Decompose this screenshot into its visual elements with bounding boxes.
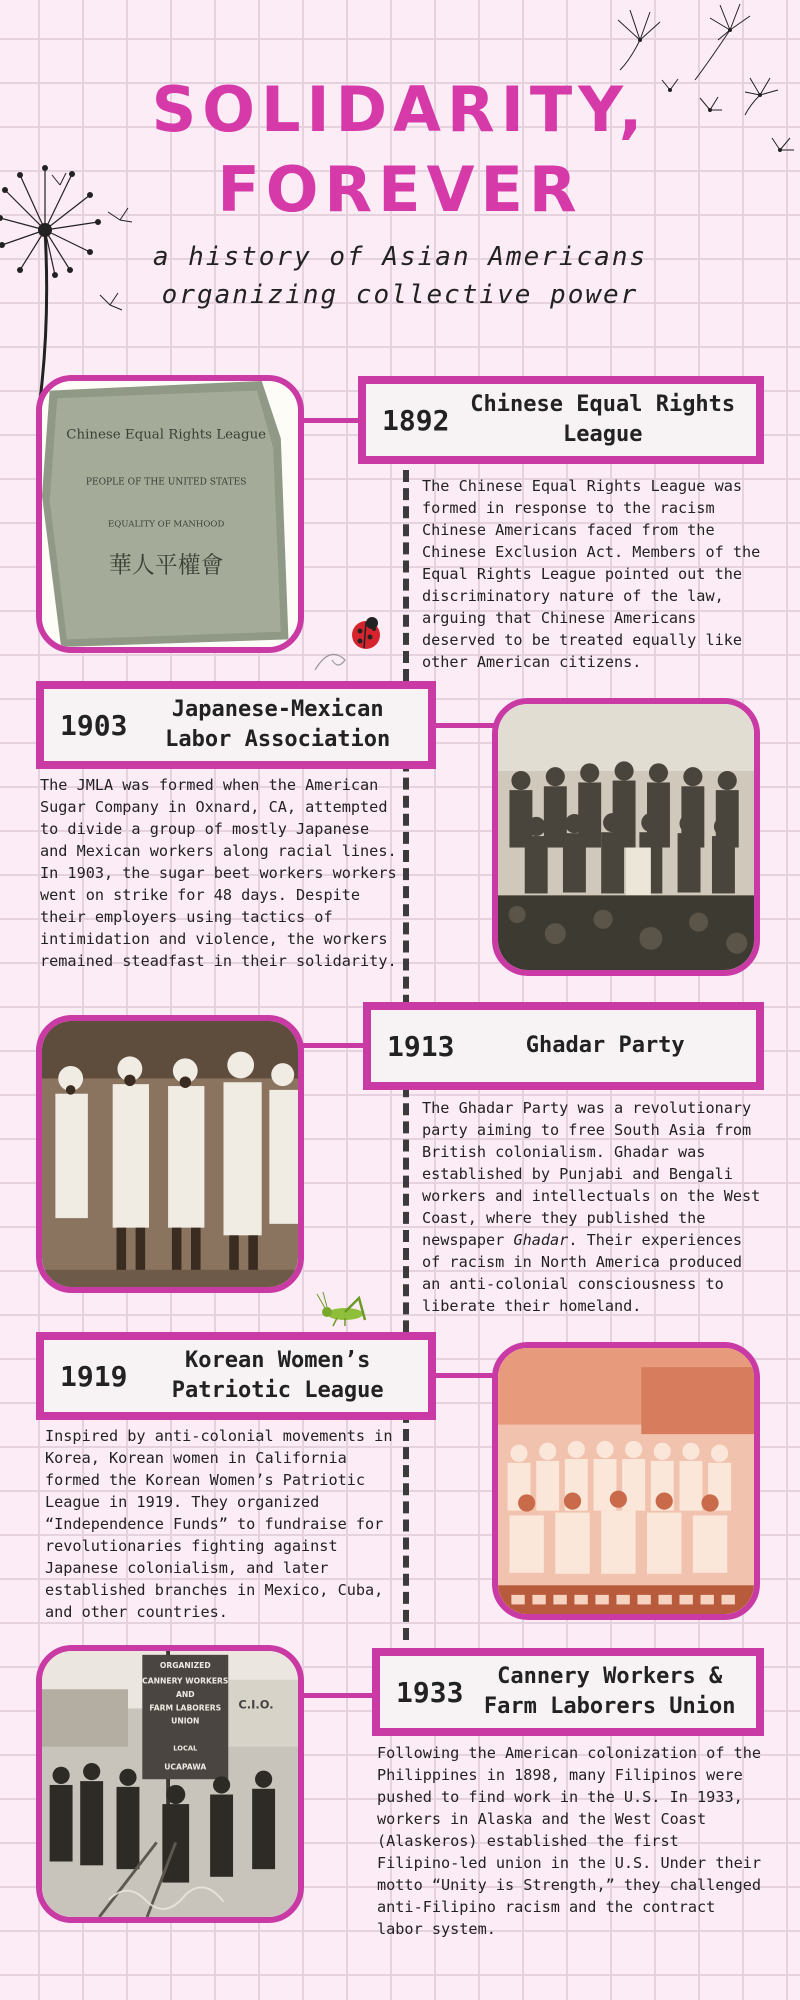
- label-box-1892: [358, 376, 764, 464]
- banner-text-organized: ORGANIZED: [159, 1661, 211, 1671]
- banner-text-and: AND: [175, 1689, 195, 1699]
- banner-text-ucapawa: UCAPAWA: [164, 1762, 207, 1772]
- label-box-1903: [36, 681, 436, 769]
- event-name: Korean Women’s Patriotic League: [171, 1348, 384, 1403]
- event-description-1903: The JMLA was formed when the American Sugar Company in Oxnard, CA, attempted to divide a group of mostly Japanese and Mexican workers along racial lines. In 1903, the sugar beet workers workers went on strike for 48 days. Despite their employers using tactics of intimidation and violence, the workers remained steadfast in their solidarity.: [40, 776, 397, 970]
- pamphlet-title-text: Chinese Equal Rights League: [66, 427, 267, 443]
- photo-1919: [492, 1342, 760, 1620]
- banner-text-farm: FARM LABORERS: [149, 1703, 222, 1713]
- sign-cio-text: C.I.O.: [238, 1697, 274, 1712]
- event-name: Japanese-Mexican Labor Association: [165, 697, 391, 752]
- event-name: Ghadar Party: [525, 1033, 685, 1058]
- event-year: 1913: [387, 1029, 455, 1063]
- photo-1892: [36, 375, 304, 653]
- pamphlet-equality-text: EQUALITY OF MANHOOD: [107, 519, 225, 530]
- banner-text-local: LOCAL: [173, 1744, 198, 1753]
- photo-1903: [492, 698, 760, 976]
- event-year: 1903: [60, 708, 128, 742]
- connector-1892: [295, 418, 365, 423]
- photo-1913: [36, 1015, 304, 1293]
- banner-text-union: UNION: [171, 1716, 200, 1726]
- pamphlet-chinese-text: 華人平權會: [108, 552, 224, 579]
- subtitle-line-2: organizing collective power: [161, 280, 639, 310]
- photo-1933: [36, 1645, 304, 1923]
- event-name: Cannery Workers & Farm Laborers Union: [483, 1664, 736, 1719]
- event-name: Chinese Equal Rights League: [470, 392, 736, 447]
- subtitle-line-1: a history of Asian Americans: [152, 242, 648, 272]
- description-text: The Ghadar Party was a revolutionary party aiming to free South Asia from British colonialism. Ghadar was established by Punjabi and Bengali workers and intellectuals on the West Coast, where they published the newspaper: [422, 1099, 761, 1249]
- label-box-1919: [36, 1332, 436, 1420]
- dandelion-seeds-right-icon: [600, 0, 800, 170]
- event-description-1933: Following the American colonization of the Philippines in 1898, many Filipinos were pushed to find work in the U.S. In 1933, workers in Alaska and the West Coast (Alaskeros) established the first Filipino-led union in the U.S. Under their motto “Unity is Strength,” they challenged anti-Filipino racism and the contract labor system.: [377, 1744, 762, 1938]
- grasshopper-icon: [315, 1290, 375, 1330]
- newspaper-title: Ghadar: [513, 1231, 569, 1249]
- label-box-1933: [372, 1648, 764, 1736]
- banner-text-cannery: CANNERY WORKERS: [142, 1676, 229, 1686]
- connector-1933: [300, 1693, 380, 1698]
- title-line-1: SOLIDARITY,: [151, 73, 649, 146]
- event-description-1913: [422, 1097, 767, 1317]
- event-year: 1892: [382, 403, 450, 437]
- connector-1903: [430, 723, 495, 728]
- ladybug-icon: [310, 615, 390, 675]
- dandelion-left-icon: [0, 160, 150, 400]
- connector-1913: [295, 1043, 370, 1048]
- title-line-2: FOREVER: [217, 153, 583, 226]
- description-text: . Their experiences of racism in North America produced an anti-colonial consciousness to liberate their homeland.: [422, 1231, 743, 1315]
- pamphlet-subtitle-text: PEOPLE OF THE UNITED STATES: [85, 477, 247, 488]
- connector-1919: [430, 1373, 495, 1378]
- event-year: 1933: [396, 1675, 464, 1709]
- event-description-1892: The Chinese Equal Rights League was formed in response to the racism Chinese Americans faced from the Chinese Exclusion Act. Members of the Equal Rights League pointed out the discriminatory nature of the law, arguing that Chinese Americans deserved to be treated equally like other American citizens.: [422, 477, 761, 671]
- event-description-1919: Inspired by anti-colonial movements in Korea, Korean women in California formed the Korean Women’s Patriotic League in 1919. They organized “Independence Funds” to fundraise for revolutionaries fighting against Japanese colonialism, and later established branches in Mexico, Cuba, and other countries.: [45, 1427, 393, 1621]
- label-box-1913: [363, 1002, 764, 1090]
- event-year: 1919: [60, 1359, 128, 1393]
